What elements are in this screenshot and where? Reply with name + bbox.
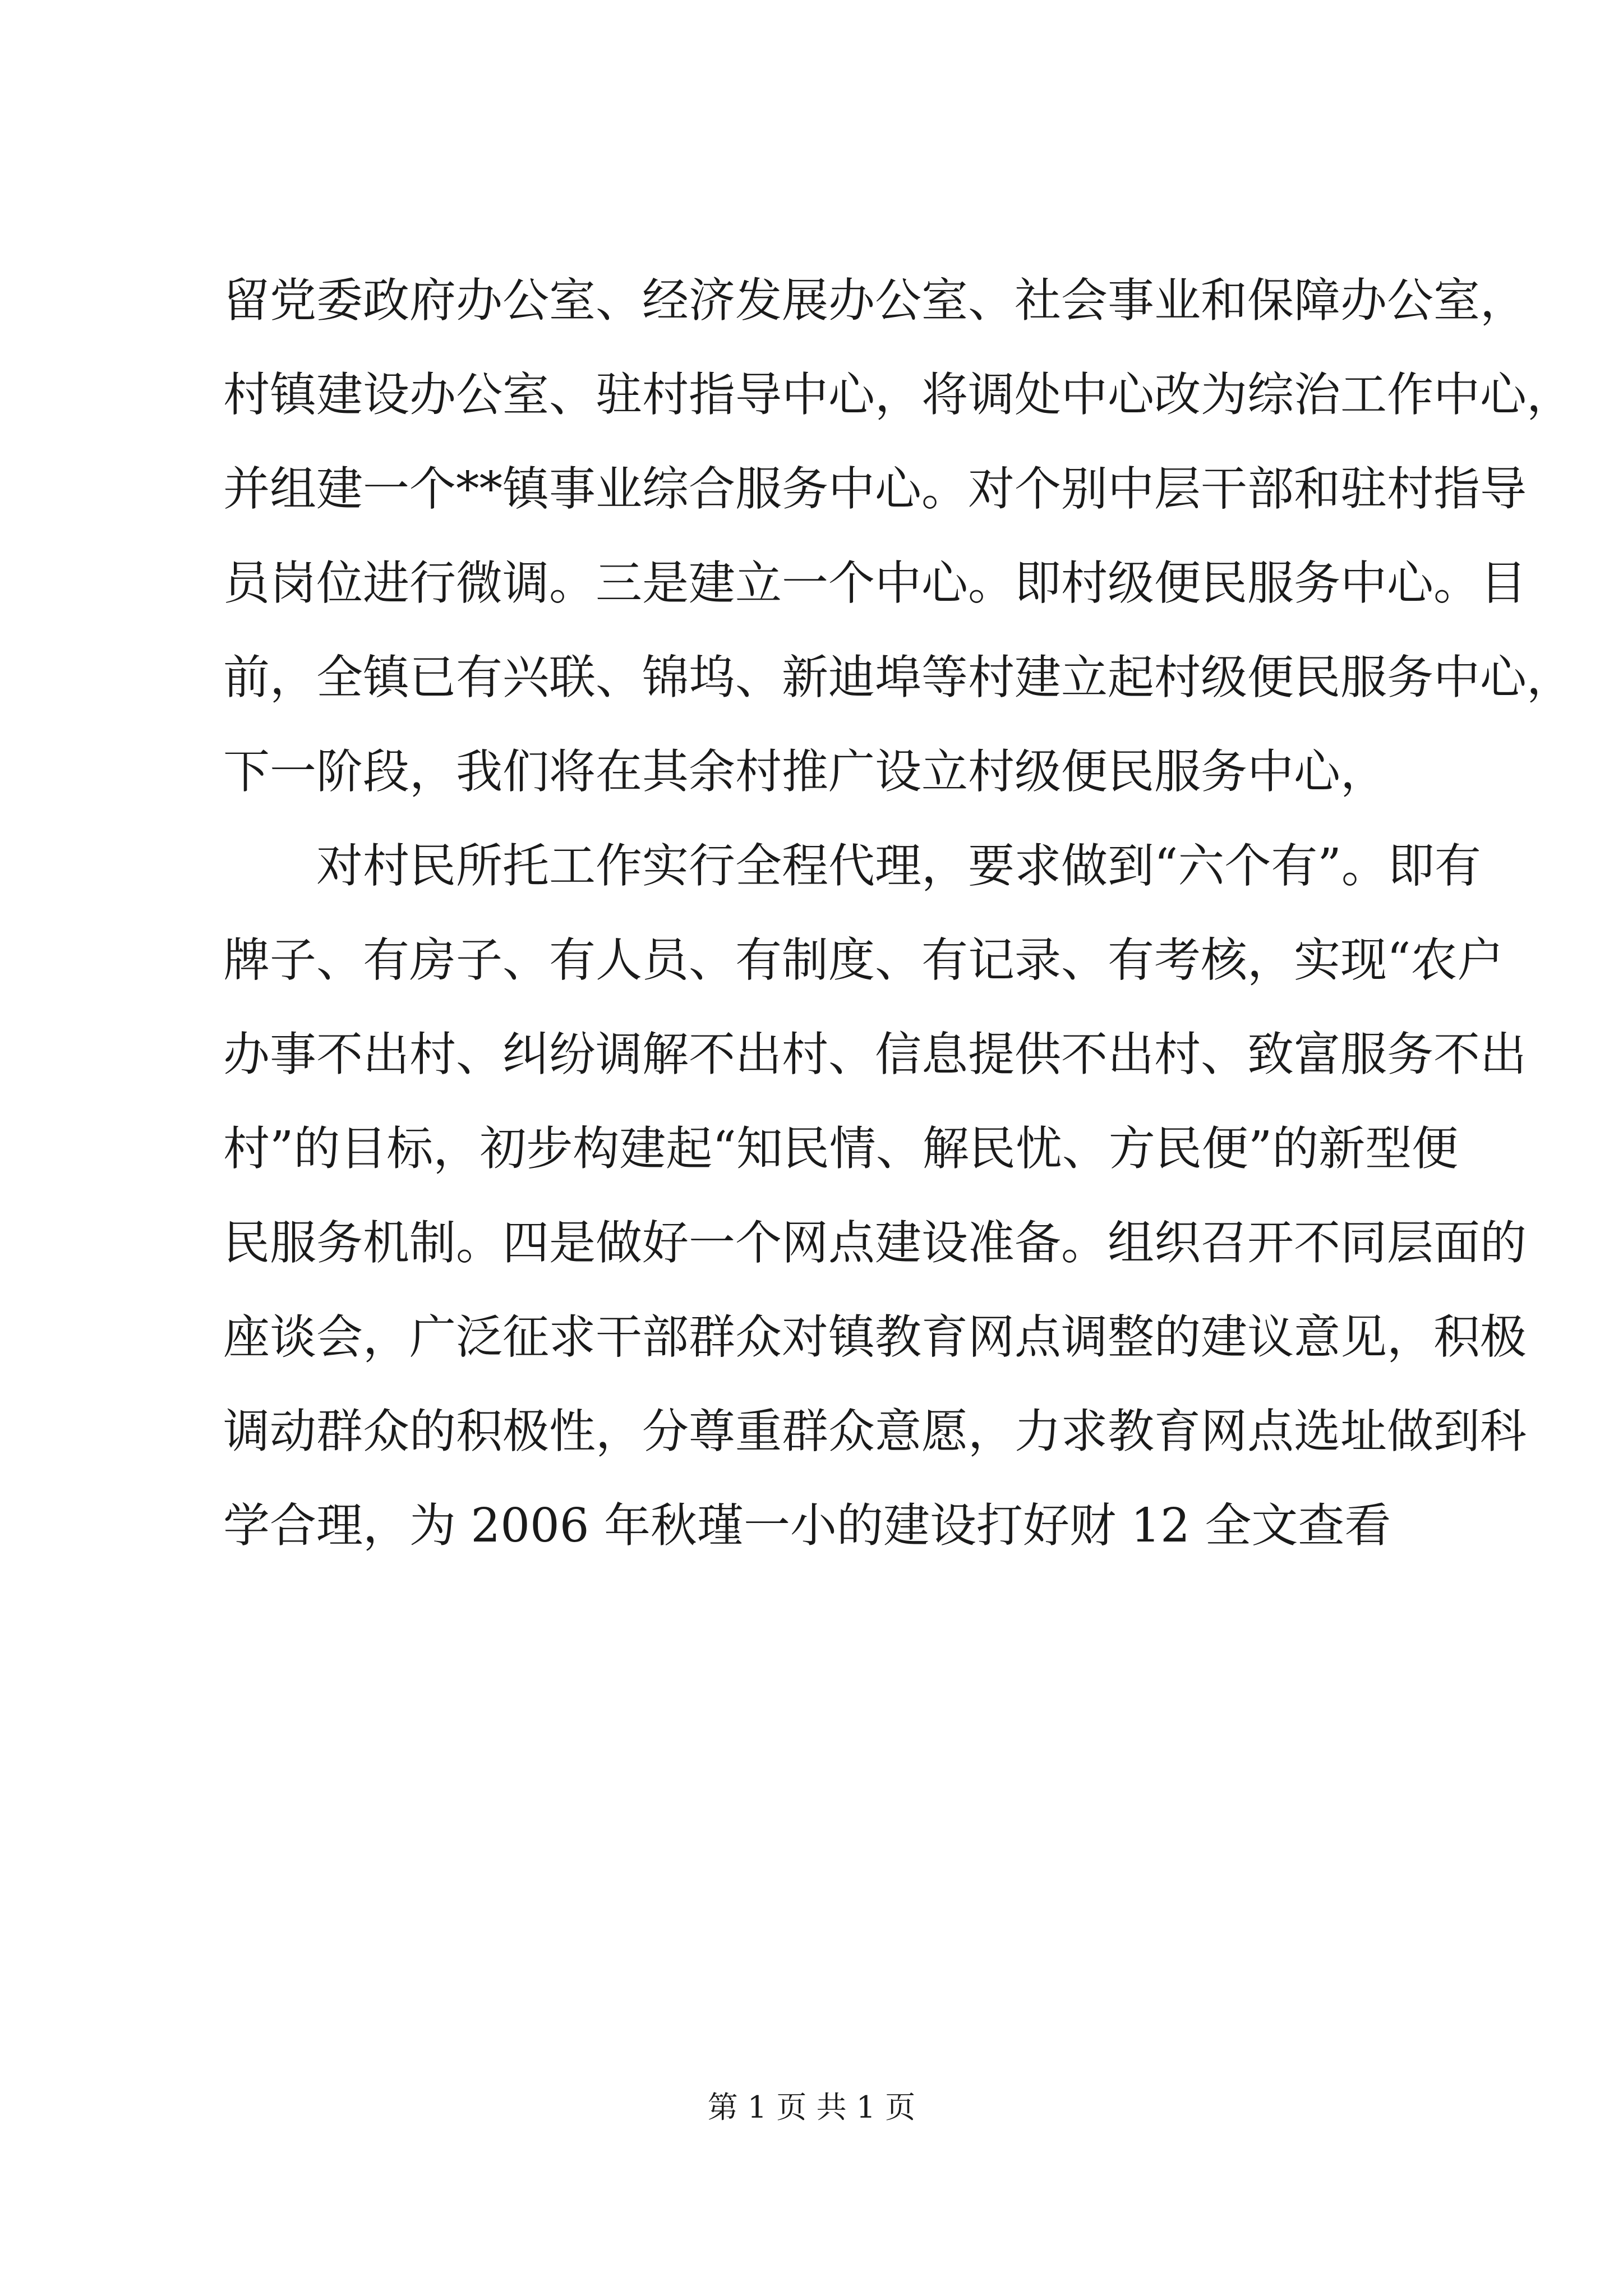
text-line: 并组建一个**镇事业综合服务中心。对个别中层干部和驻村指导 [223,462,1527,516]
text-line: 村”的目标，初步构建起“知民情、解民忧、方民便”的新型便 [223,1121,1459,1176]
text-line: 下一阶段，我们将在其余村推广设立村级便民服务中心， [223,744,1387,799]
page-number-footer: 第 1 页 共 1 页 [707,2090,916,2125]
paragraph-first-line: 对村民所托工作实行全程代理，要求做到“六个有”。即有 [316,839,1481,893]
body-text [223,254,1573,1573]
text-line: 员岗位进行微调。三是建立一个中心。即村级便民服务中心。目 [223,556,1527,610]
text-line: 留党委政府办公室、经济发展办公室、社会事业和保障办公室， [223,273,1527,328]
text-line: 村镇建设办公室、驻村指导中心，将调处中心改为综治工作中心， [223,367,1573,422]
text-line: 办事不出村、纠纷调解不出村、信息提供不出村、致富服务不出 [223,1027,1527,1082]
text-line: 学合理，为 2006 年秋瑾一小的建设打好财 12 全文查看 [223,1498,1391,1553]
text-line: 民服务机制。四是做好一个网点建设准备。组织召开不同层面的 [223,1216,1527,1270]
text-line: 前，全镇已有兴联、锦坞、新迪埠等村建立起村级便民服务中心， [223,650,1573,705]
text-line: 座谈会，广泛征求干部群众对镇教育网点调整的建议意见，积极 [223,1310,1527,1364]
text-line: 牌子、有房子、有人员、有制度、有记录、有考核，实现“农户 [223,933,1504,987]
text-line: 调动群众的积极性，分尊重群众意愿，力求教育网点选址做到科 [223,1404,1527,1458]
